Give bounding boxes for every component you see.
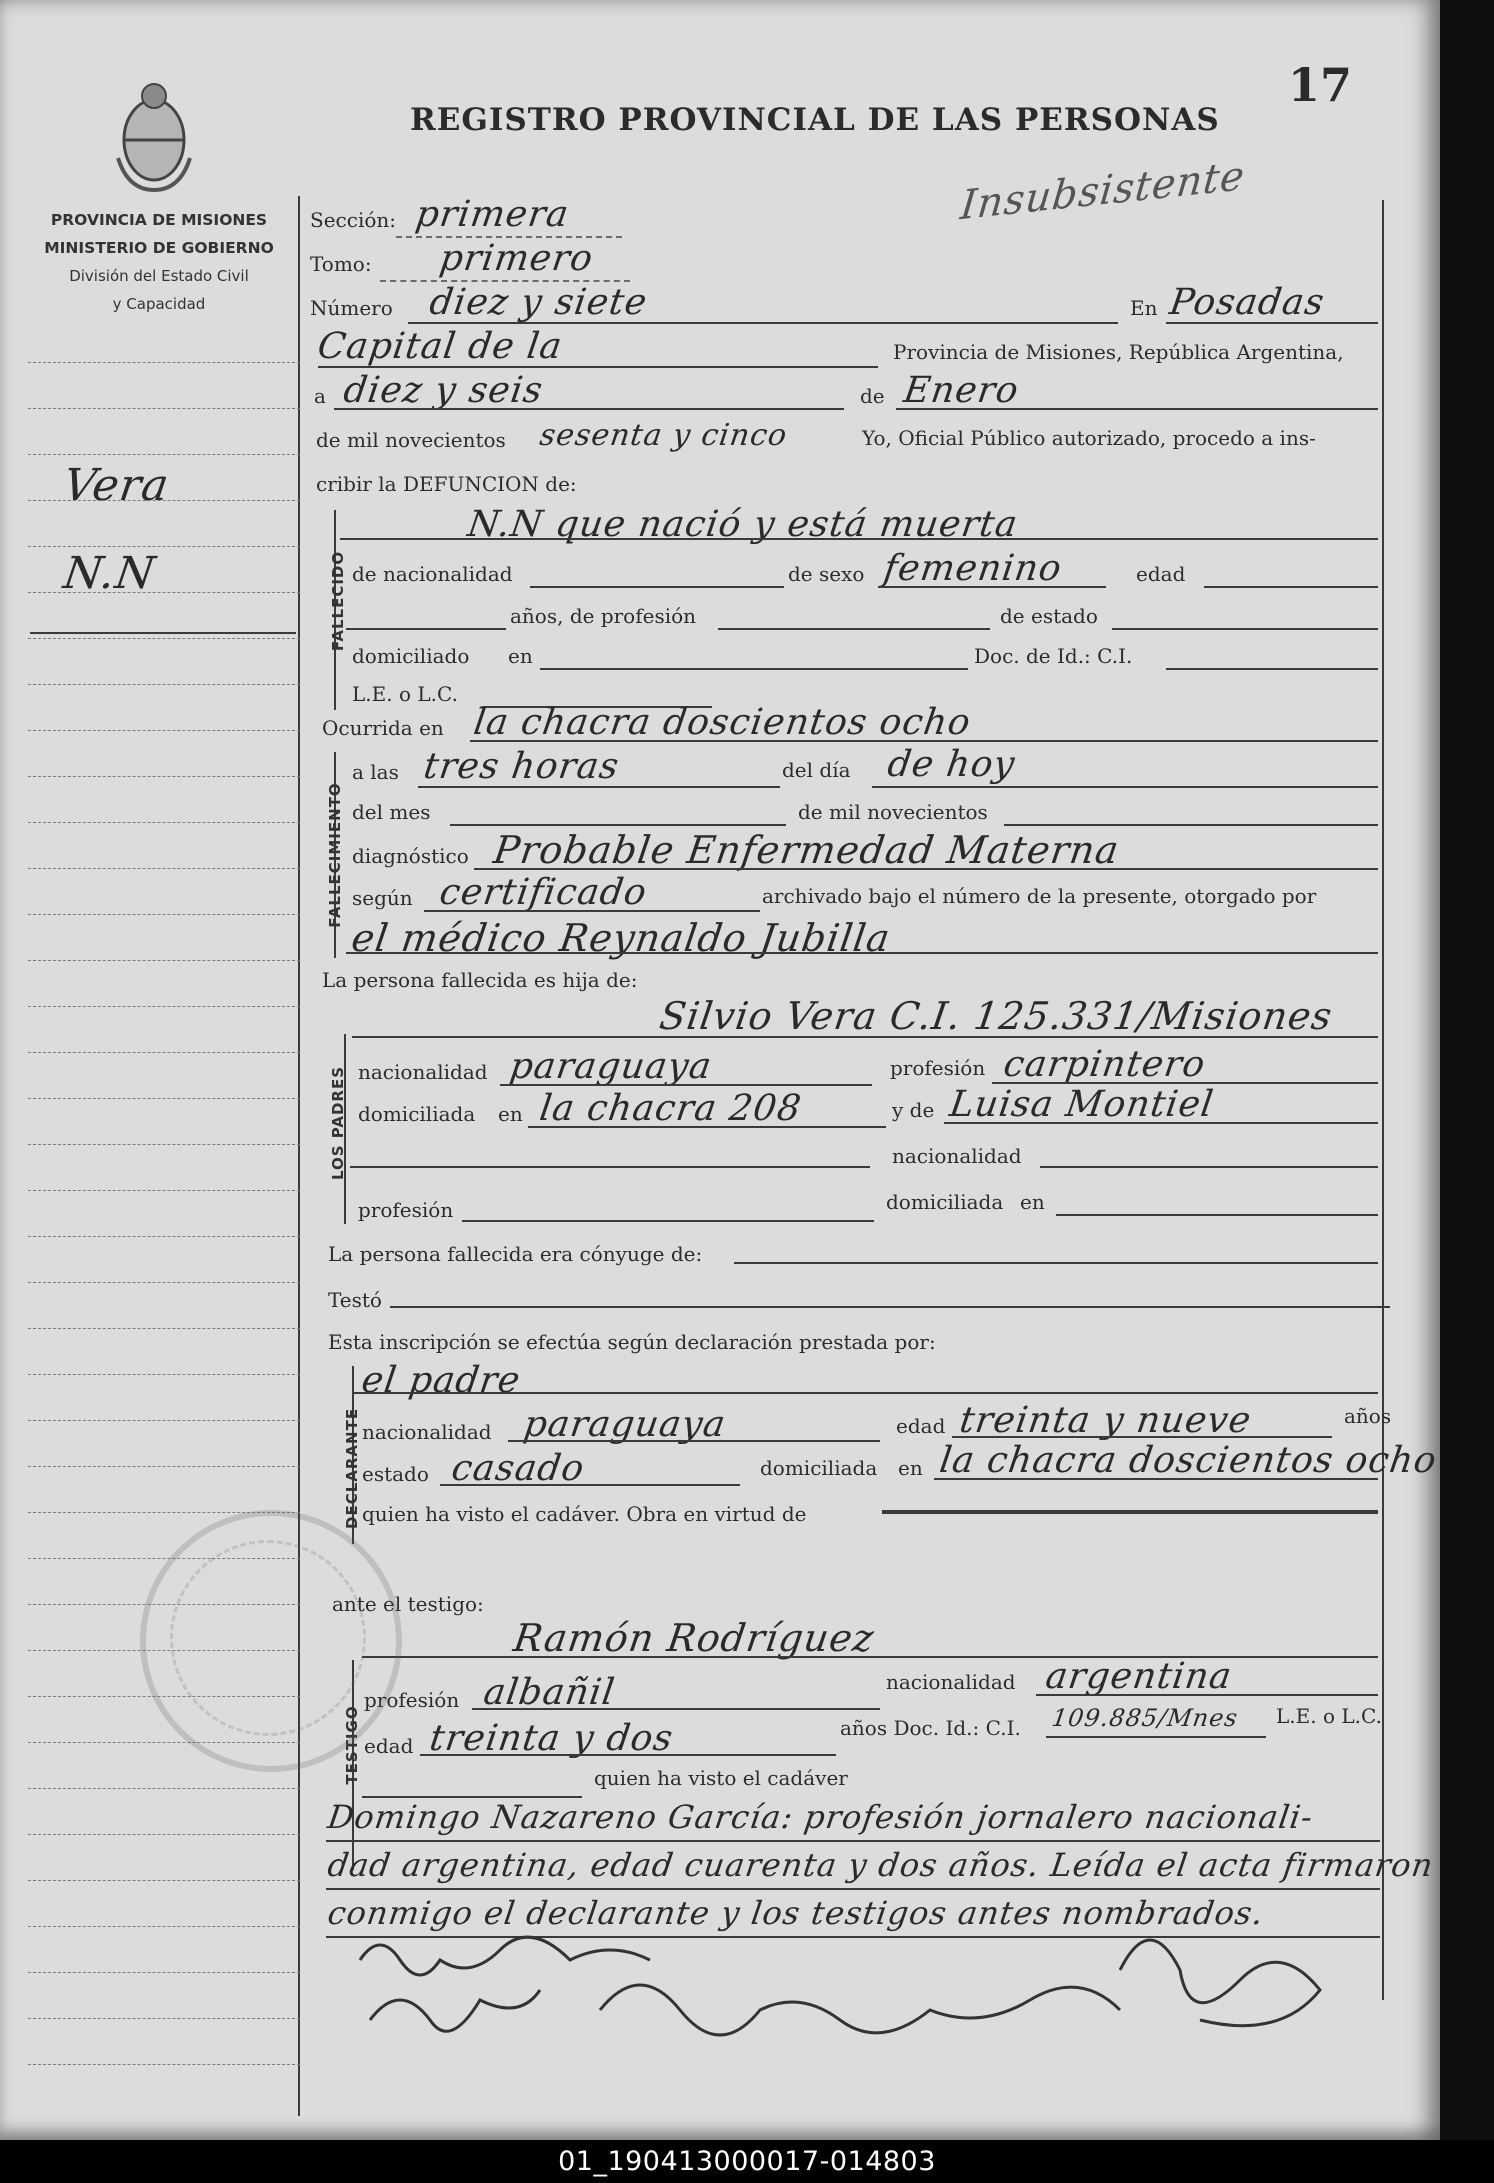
le-lc-testigo-label: L.E. o L.C. [1276, 1704, 1382, 1728]
margin-ruled-line [28, 1098, 300, 1099]
sexo-value: femenino [881, 548, 1065, 589]
nota-linea-3: conmigo el declarante y los testigos antes nombrados. [325, 1894, 1267, 1932]
page-number: 17 [1288, 58, 1353, 112]
margin-ruled-line [28, 960, 300, 961]
nacionalidad-padre-label: nacionalidad [358, 1060, 488, 1084]
margin-ruled-line [28, 408, 300, 409]
margin-ruled-line [28, 730, 300, 731]
margin-ruled-line [28, 914, 300, 915]
domiciliada-declarante-label: domiciliada [760, 1456, 878, 1480]
form-right-border [1382, 200, 1384, 2000]
de-mil-label: de mil novecientos [316, 428, 506, 452]
ocurrida-value: la chacra doscientos ocho [471, 702, 974, 743]
ci-testigo-value: 109.885/Mnes [1050, 1704, 1240, 1732]
domiciliada-padre-label: domiciliada [358, 1102, 476, 1126]
domicilio-padre-value: la chacra 208 [537, 1088, 805, 1129]
segun-value: certificado [437, 872, 650, 913]
diagnostico-value: Probable Enfermedad Materna [490, 828, 1123, 872]
margin-ruled-line [28, 2018, 300, 2019]
del-dia-label: del día [782, 758, 851, 782]
dia-muerte-value: de hoy [885, 744, 1018, 785]
page-title: REGISTRO PROVINCIAL DE LAS PERSONAS [410, 102, 1220, 138]
seccion-label: Sección: [310, 208, 396, 232]
margin-surname: Vera [60, 460, 173, 511]
tomo-label: Tomo: [310, 252, 372, 276]
margin-ruled-line [28, 1834, 300, 1835]
profesion-padre-value: carpintero [1001, 1044, 1209, 1085]
estado-declarante-label: estado [362, 1462, 429, 1486]
a-las-label: a las [352, 760, 399, 784]
doc-id-label: Doc. de Id.: C.I. [974, 644, 1133, 668]
edad-testigo-value: treinta y dos [427, 1718, 676, 1759]
margin-ruled-line [28, 362, 300, 363]
a-label: a [314, 384, 326, 408]
margin-ruled-line [28, 776, 300, 777]
padres-side-label: LOS PADRES [329, 1065, 347, 1181]
anios-profesion-label: años, de profesión [510, 604, 697, 628]
margin-ruled-line [28, 684, 300, 685]
margin-ruled-line [28, 592, 300, 593]
numero-value: diez y siete [427, 282, 651, 323]
capital-value: Capital de la [315, 326, 566, 367]
hora-value: tres horas [421, 746, 622, 787]
margin-ruled-line [28, 500, 300, 501]
image-id-footer: 01_190413000017-014803 [0, 2140, 1494, 2183]
anios-doc-label: años Doc. Id.: C.I. [840, 1716, 1021, 1740]
margin-ruled-line [28, 454, 300, 455]
office-line-2: MINISTERIO DE GOBIERNO [44, 239, 274, 257]
oficial-label: Yo, Oficial Público autorizado, procedo a ins- [862, 426, 1316, 450]
margin-ruled-line [28, 1052, 300, 1053]
conyuge-label: La persona fallecida era cónyuge de: [328, 1242, 703, 1266]
margin-ruled-line [28, 1926, 300, 1927]
margin-ruled-line [28, 1282, 300, 1283]
edad-label: edad [1136, 562, 1186, 586]
en-domicilio-label: en [508, 644, 533, 668]
testo-label: Testó [328, 1288, 382, 1312]
en-madre-label: en [1020, 1190, 1045, 1214]
profesion-testigo-label: profesión [364, 1688, 460, 1712]
de-mil-novecientos-label: de mil novecientos [798, 800, 988, 824]
margin-ruled-line [28, 1374, 300, 1375]
office-block [14, 206, 304, 318]
estado-declarante-value: casado [449, 1448, 588, 1489]
nacionalidad-declarante-value: paraguaya [521, 1404, 729, 1445]
declaracion-label: Esta inscripción se efectúa según declaración prestada por: [328, 1330, 936, 1354]
margin-ruled-line [28, 1328, 300, 1329]
margin-ruled-line [28, 1466, 300, 1467]
margin-ruled-line [28, 868, 300, 869]
le-lc-label: L.E. o L.C. [352, 682, 458, 706]
nacionalidad-testigo-value: argentina [1043, 1656, 1235, 1697]
nacionalidad-fallecido-label: de nacionalidad [352, 562, 513, 586]
en-declarante-label: en [898, 1456, 923, 1480]
domiciliada-madre-label: domiciliada [886, 1190, 1004, 1214]
nacionalidad-padre-value: paraguaya [507, 1046, 715, 1087]
en-padre-label: en [498, 1102, 523, 1126]
margin-ruled-line [28, 1972, 300, 1973]
ante-testigo-label: ante el testigo: [332, 1592, 484, 1616]
edad-testigo-label: edad [364, 1734, 414, 1758]
nacionalidad-declarante-label: nacionalidad [362, 1420, 492, 1444]
padre-value: Silvio Vera C.I. 125.331/Misiones [656, 994, 1336, 1038]
edad-declarante-label: edad [896, 1414, 946, 1438]
testigo-value: Ramón Rodríguez [510, 1616, 878, 1660]
mes-value: Enero [901, 370, 1022, 411]
testigo-side-label: TESTIGO [343, 1705, 361, 1785]
header-signature: Insubsistente [958, 152, 1248, 230]
profesion-padre-label: profesión [890, 1056, 986, 1080]
segun-label: según [352, 886, 413, 910]
tomo-value: primero [437, 238, 596, 279]
seccion-value: primera [413, 194, 572, 235]
margin-ruled-line [28, 1006, 300, 1007]
nacionalidad-testigo-label: nacionalidad [886, 1670, 1016, 1694]
margin-ruled-line [28, 1144, 300, 1145]
domicilio-declarante-value: la chacra doscientos ocho [937, 1440, 1440, 1481]
hija-de-label: La persona fallecida es hija de: [322, 968, 638, 992]
numero-label: Número [310, 296, 393, 320]
dia-value: diez y seis [341, 370, 546, 411]
declarante-value: el padre [359, 1360, 524, 1401]
margin-ruled-line [28, 1236, 300, 1237]
anios-declarante-label: años [1344, 1404, 1392, 1428]
de-label: de [860, 384, 885, 408]
fallecimiento-side-label: FALLECIMIENTO [326, 782, 344, 928]
sexo-label: de sexo [788, 562, 865, 586]
anio-value: sesenta y cinco [537, 418, 790, 453]
nota-linea-2: dad argentina, edad cuarenta y dos años. Leída el acta firmaron [325, 1846, 1437, 1884]
en-label: En [1130, 296, 1158, 320]
declarante-side-label: DECLARANTE [343, 1407, 361, 1529]
madre-value: Luisa Montiel [947, 1084, 1217, 1125]
office-line-4: y Capacidad [112, 295, 206, 313]
provincia-label: Provincia de Misiones, República Argentina, [893, 340, 1344, 364]
office-line-3: División del Estado Civil [69, 267, 249, 285]
margin-ruled-line [28, 2064, 300, 2065]
margin-given-name: N.N [60, 548, 159, 599]
profesion-madre-label: profesión [358, 1198, 454, 1222]
fallecido-name: N.N que nació y está muerta [465, 504, 1021, 545]
margin-ruled-line [28, 1420, 300, 1421]
y-de-label: y de [892, 1098, 935, 1122]
archivado-label: archivado bajo el número de la presente, otorgado por [762, 884, 1317, 908]
estado-label: de estado [1000, 604, 1098, 628]
office-line-1: PROVINCIA DE MISIONES [50, 211, 268, 229]
ocurrida-label: Ocurrida en [322, 716, 444, 740]
quien-visto-testigo-label: quien ha visto el cadáver [594, 1766, 848, 1790]
inscribir-label: cribir la DEFUNCION de: [316, 472, 577, 496]
margin-ruled-line [28, 1788, 300, 1789]
page-right-shadow [1440, 0, 1494, 2140]
margin-ruled-line [28, 822, 300, 823]
medico-value: el médico Reynaldo Jubilla [348, 916, 894, 960]
domiciliado-label: domiciliado [352, 644, 470, 668]
nota-linea-1: Domingo Nazareno García: profesión jornalero nacionali- [325, 1798, 1316, 1836]
ciudad-value: Posadas [1167, 282, 1328, 323]
edad-declarante-value: treinta y nueve [957, 1400, 1255, 1441]
diagnostico-label: diagnóstico [352, 844, 469, 868]
fallecido-side-label: FALLECIDO [329, 550, 347, 652]
margin-ruled-line [28, 546, 300, 547]
margin-ruled-line [28, 1880, 300, 1881]
nacionalidad-madre-label: nacionalidad [892, 1144, 1022, 1168]
profesion-testigo-value: albañil [481, 1672, 618, 1713]
margin-ruled-line [28, 1190, 300, 1191]
official-seal-stamp [140, 1510, 402, 1772]
signatures [340, 1930, 1380, 2070]
margin-ruled-line [28, 638, 300, 639]
del-mes-label: del mes [352, 800, 431, 824]
quien-visto-label: quien ha visto el cadáver. Obra en virtud de [362, 1502, 807, 1526]
coat-of-arms-emblem [108, 78, 200, 196]
